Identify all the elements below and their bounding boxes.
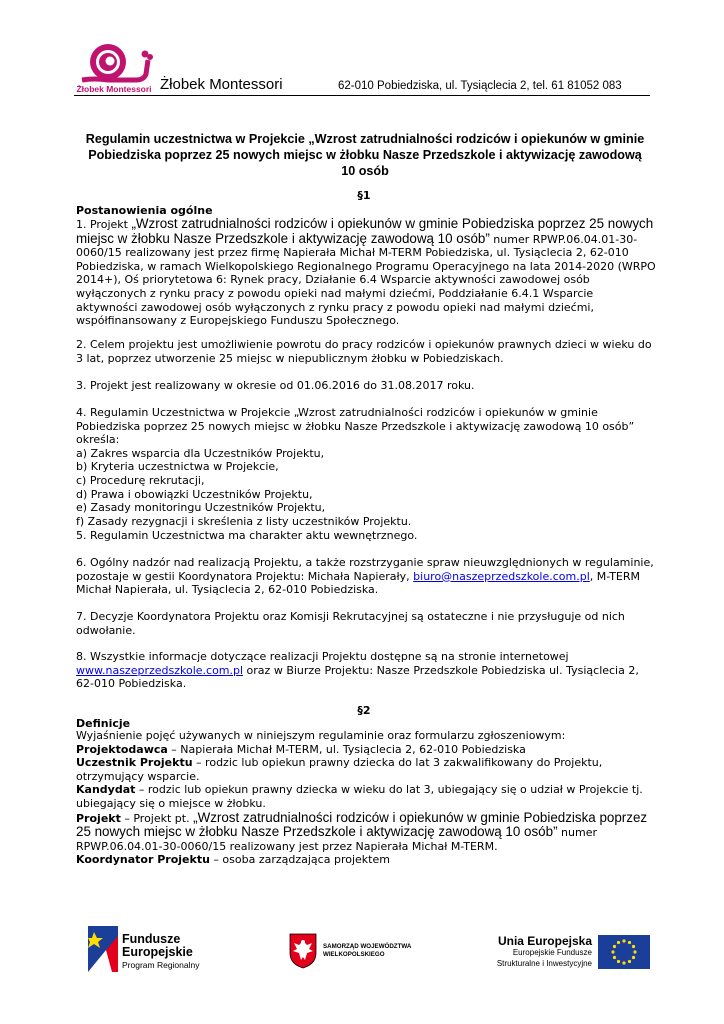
def-projekt-pre: – Projekt pt. <box>120 811 194 825</box>
def-koordynator-text: – osoba zarządzająca projektem <box>209 853 390 867</box>
definition-kandydat <box>76 783 656 810</box>
eu-star <box>622 961 625 964</box>
p8-start: 8. Wszystkie informacje dotyczące realizacji Projektu dostępne są na stronie internetowej <box>76 650 569 663</box>
paragraph-5: 5. Regulamin Uczestnictwa ma charakter aktu wewnętrznego. <box>76 529 418 542</box>
eu-star <box>633 950 636 953</box>
paragraph-7: 7. Decyzje Koordynatora Projektu oraz Komisji Rekrutacyjnej są ostateczne i nie przysługuje od nich odwołanie. <box>76 610 625 637</box>
p4-intro: 4. Regulamin Uczestnictwa w Projekcie „Wzrost zatrudnialności rodziców i opiekunów w gminie Pobiedziska poprzez 25 nowych miejsc w żłobku Nasze Przedszkole i aktywizację zawodową 10 osób” określa: <box>76 406 635 447</box>
definitions-intro: Wyjaśnienie pojęć używanych w niniejszym regulaminie oraz formularzu zgłoszeniowym: <box>76 729 566 742</box>
p4-item-a: a) Zakres wsparcia dla Uczestników Projektu, <box>76 446 325 460</box>
p4-item-f: f) Zasady rezygnacji i skreślenia z listy uczestników Projektu. <box>76 514 412 528</box>
fundusze-europejskie-icon <box>88 926 118 972</box>
section-1-mark: §1 <box>357 189 371 202</box>
document-title: Regulamin uczestnictwa w Projekcie „Wzrost zatrudnialności rodziców i opiekunów w gminie Pobiedziska poprzez 25 nowych miejsc w żłobku Nasze Przedszkole i aktywizację zawodową 10 osób <box>85 132 645 178</box>
paragraph-3: 3. Projekt jest realizowany w okresie od 01.06.2016 do 31.08.2017 roku. <box>76 379 475 392</box>
term-kandydat: Kandydat <box>76 783 136 797</box>
term-uczestnik: Uczestnik Projektu <box>76 756 193 770</box>
def-kandydat-text: – rodzic lub opiekun prawny dziecka w wieku do lat 3, ubiegający się o udział w Projekcie tj. ubiegający się o miejsce w żłobku. <box>76 783 643 810</box>
eu-star <box>628 960 631 963</box>
unia-europejska-text <box>470 934 592 969</box>
zlobek-montessori-logo <box>74 40 154 96</box>
logo-text: Żłobek Montessori <box>76 84 152 94</box>
eu-flag-icon <box>598 935 650 969</box>
fundusze-europejskie-text <box>122 933 199 972</box>
eu-star <box>632 945 635 948</box>
eu-star <box>613 945 616 948</box>
p4-item-d: d) Prawa i obowiązki Uczestników Projektu, <box>76 487 313 501</box>
paragraph-6 <box>76 556 656 597</box>
coordinator-email-link[interactable]: biuro@naszeprzedszkole.com.pl <box>413 569 590 583</box>
def-projekt-rest: numer RPWP.06.04.01-30-0060/15 realizowany jest przez Napierała Michał M-TERM. <box>76 826 597 853</box>
p4-item-b: b) Kryteria uczestnictwa w Projekcie, <box>76 460 279 474</box>
eu-star <box>617 941 620 944</box>
p1-project-name: „Wzrost zatrudnialności rodziców i opiekunów w gminie Pobiedziska poprzez 25 nowych miejsc w żłobku Nasze Przedszkole i aktywizację zawodową 10 osób” <box>76 216 654 246</box>
p6-end: , M-TERM Michał Napierała, ul. Tysiąclecia 2, 62-010 Pobiedziska. <box>76 569 641 597</box>
p4-item-e: e) Zasady monitoringu Uczestników Projektu, <box>76 501 326 515</box>
eu-star <box>632 956 635 959</box>
eu-star <box>628 941 631 944</box>
header-rule <box>74 95 650 96</box>
paragraph-1 <box>76 217 656 328</box>
section-1-heading: Postanowienia ogólne <box>76 204 213 217</box>
def-projektodawca-text: – Napierała Michał M-TERM, ul. Tysiąclecia 2, 62-010 Pobiedziska <box>167 742 526 756</box>
definition-uczestnik <box>76 756 656 783</box>
fe-line2: Europejskie <box>122 945 193 959</box>
p8-end: oraz w Biurze Projektu: Nasze Przedszkole Pobiedziska ul. Tysiąclecia 2, 62-010 Pobiedziska. <box>76 663 639 691</box>
paragraph-8 <box>76 650 656 691</box>
website-link[interactable]: www.naszeprzedszkole.com.pl <box>76 663 244 677</box>
header-address: 62-010 Pobiedziska, ul. Tysiąclecia 2, tel. 61 81052 083 <box>338 80 622 92</box>
definitions <box>76 729 656 867</box>
fe-line3: Program Regionalny <box>122 960 200 970</box>
definition-projektodawca <box>76 743 656 757</box>
ue-line3: Strukturalne i Inwestycyjne <box>496 958 592 968</box>
p1-rest: numer RPWP.06.04.01-30-0060/15 realizowany jest przez firmę Napierała Michał M-TERM Pobiedziska, ul. Tysiąclecia 2, 62-010 Pobiedziska, w ramach Wielkopolskiego Regionalnego Programu Operacyjnego na lata 2014-2020 (WRPO 2014+), Oś priorytetowa 6: Rynek pracy, Działanie 6.4 Wsparcie aktywności zawodowej osób wyłączonych z rynku pracy z powodu opieki nad małymi dziećmi, Poddziałanie 6.4.1 Wsparcie aktywności zawodowej osób wyłączonych z rynku pracy z powodu opieki nad małymi dziećmi, współfinansowany z Europejskiego Funduszu Społecznego. <box>76 232 656 328</box>
eu-star <box>613 956 616 959</box>
term-projekt: Projekt <box>76 811 121 825</box>
wielkopolska-text <box>323 943 411 959</box>
p1-start: 1. Projekt <box>76 218 132 231</box>
definition-projekt <box>76 811 656 854</box>
wlkp-line2: WIELKOPOLSKIEGO <box>323 951 385 958</box>
fe-line1: Fundusze <box>122 932 181 946</box>
wlkp-line1: SAMORZĄD WOJEWÓDZTWA <box>323 943 412 950</box>
eu-star <box>617 960 620 963</box>
ue-line2: Europejskie Fundusze <box>512 948 592 957</box>
ue-line1: Unia Europejska <box>497 934 592 948</box>
term-koordynator: Koordynator Projektu <box>76 853 210 867</box>
eu-star <box>622 939 625 942</box>
section-2-heading: Definicje <box>76 717 131 730</box>
eu-star <box>611 950 614 953</box>
section-2-mark: §2 <box>357 704 371 717</box>
paragraph-2: 2. Celem projektu jest umożliwienie powrotu do pracy rodziców i opiekunów prawnych dzieci w wieku do 3 lat, poprzez utworzenie 25 miejsc w niepublicznym żłobku w Pobiedziskach. <box>76 338 652 365</box>
wielkopolska-eagle-icon <box>289 933 317 969</box>
term-projektodawca: Projektodawca <box>76 742 168 756</box>
p6-start: 6. Ogólny nadzór nad realizacją Projektu, a także rozstrzyganie spraw nieuwzględnionych w regulaminie, pozostaje w gestii Koordynatora Projektu: Michała Napierały, <box>76 556 654 583</box>
paragraph-4 <box>76 406 656 528</box>
definition-koordynator <box>76 853 656 867</box>
p4-item-c: c) Procedurę rekrutacji, <box>76 473 205 487</box>
brand-name: Żłobek Montessori <box>160 76 283 93</box>
def-projekt-name: „Wzrost zatrudnialności rodziców i opiekunów w gminie Pobiedziska poprzez 25 nowych miejsc w żłobku Nasze Przedszkole i aktywizację zawodową 10 osób” <box>76 809 648 840</box>
def-uczestnik-text: – rodzic lub opiekun prawny dziecka do lat 3 zakwalifikowany do Projektu, otrzymujący wsparcie. <box>76 756 603 783</box>
